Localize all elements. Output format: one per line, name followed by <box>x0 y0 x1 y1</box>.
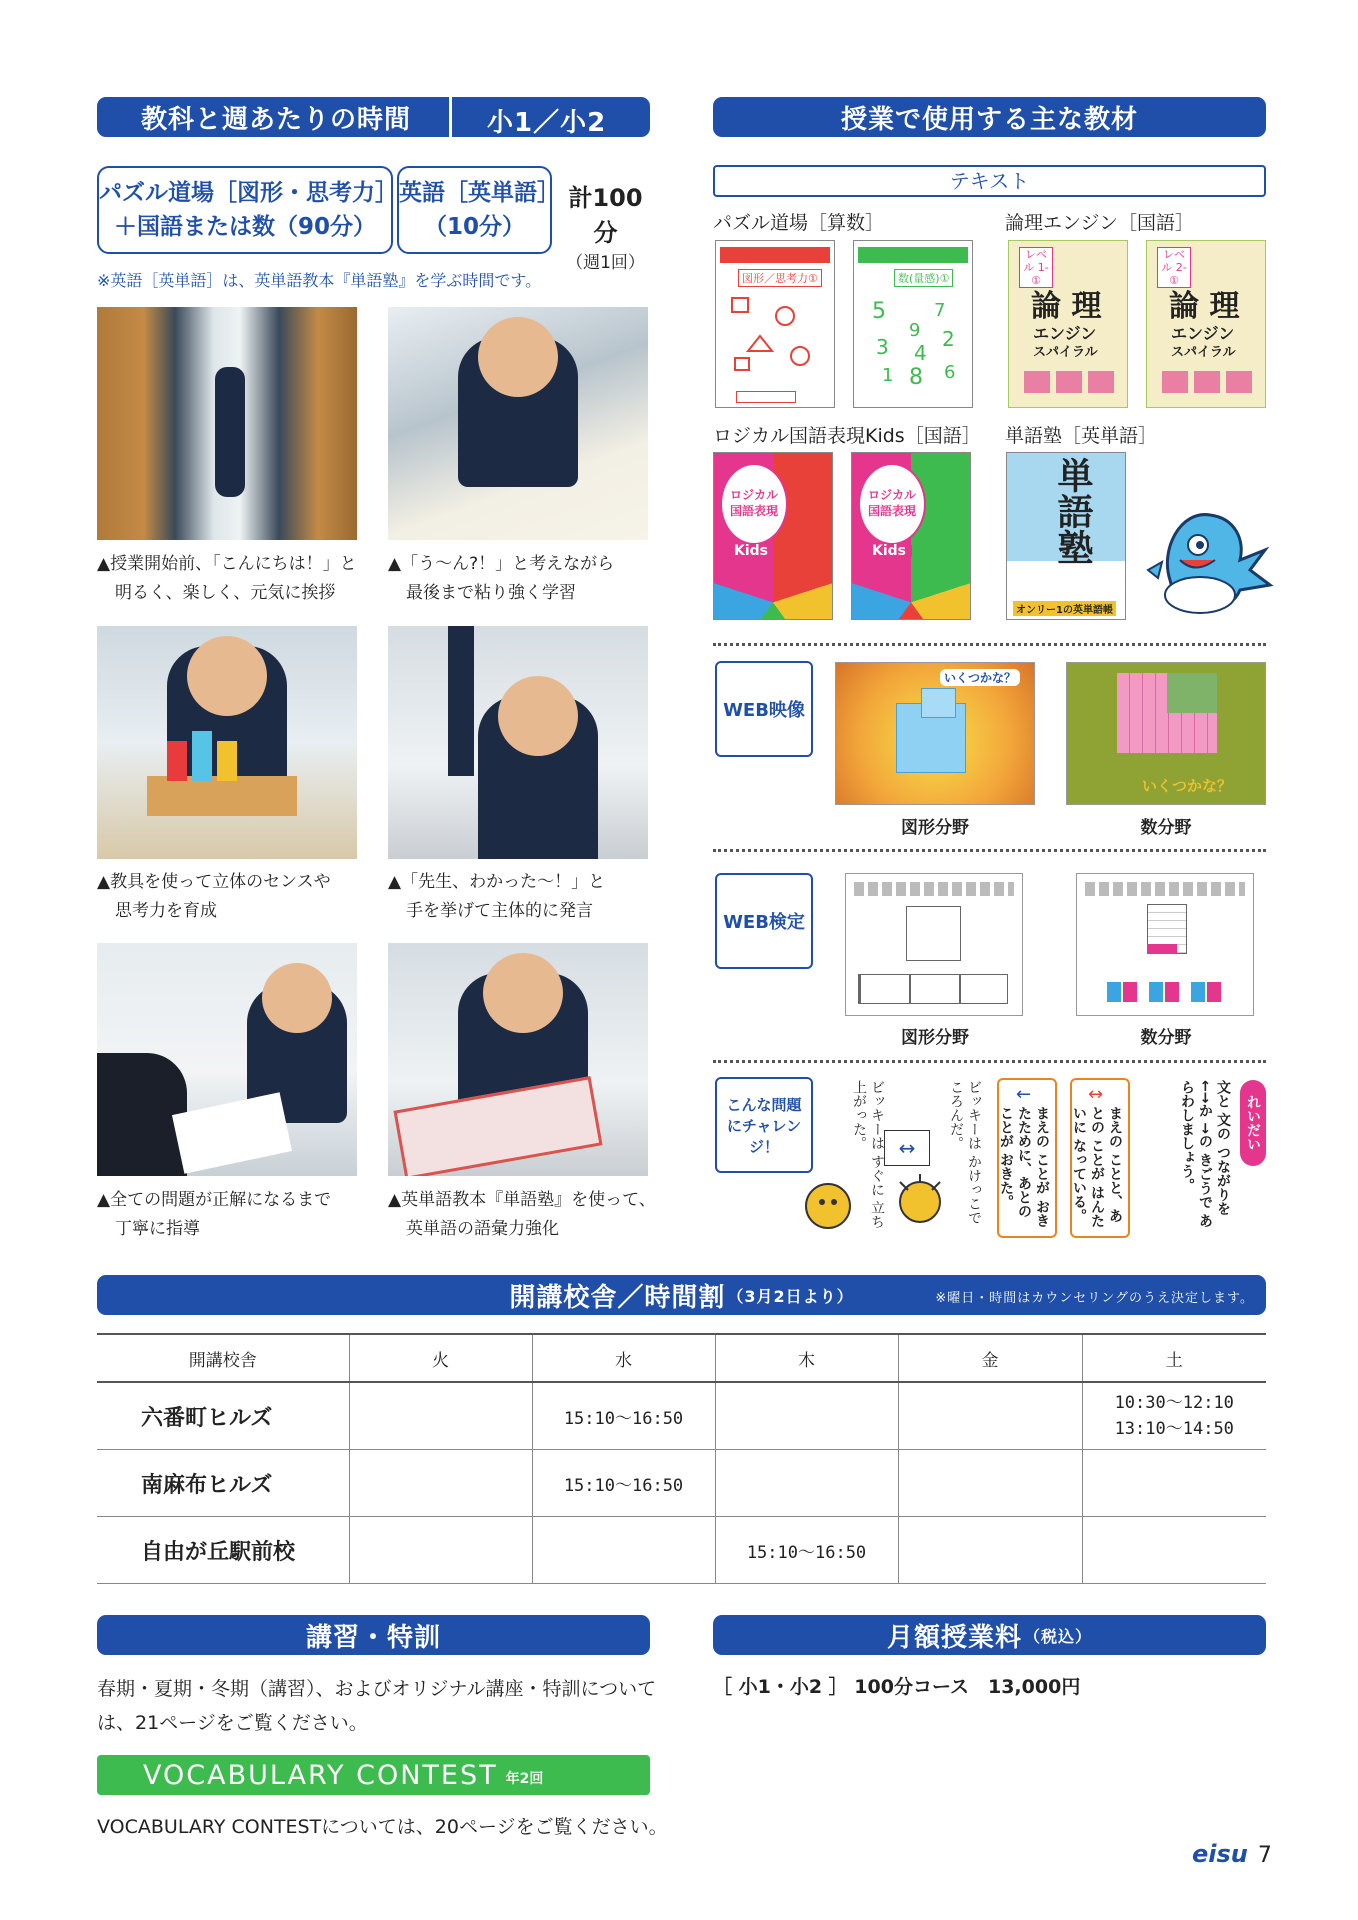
fee-title: 月額授業料 <box>886 1622 1022 1653</box>
subject-time-header <box>97 97 650 137</box>
logical-cover-2-title: ロジカル 国語表現 <box>867 488 916 518</box>
tango-book-cover <box>1006 452 1126 620</box>
schedule-cell <box>349 1450 532 1517</box>
schedule-cell <box>1082 1450 1266 1517</box>
vocab-header <box>97 1755 650 1795</box>
col-wed: 水 <box>532 1335 715 1382</box>
fee-title-small: （税込） <box>1024 1626 1093 1646</box>
photo-caption-4 <box>388 868 658 926</box>
logical-book-title: ロジカル国語表現Kids［国語］ <box>713 425 981 447</box>
schedule-cell <box>349 1382 532 1450</box>
schedule-cell <box>898 1517 1082 1584</box>
challenge-instruction: 文と 文の つながりを ←→か →の きごうで あらわしましょう。 <box>1179 1080 1231 1228</box>
svg-text:3: 3 <box>876 335 889 359</box>
sat-slot-2: 13:10〜14:50 <box>1114 1419 1234 1439</box>
subject-box-english <box>397 166 560 254</box>
schedule-cell <box>349 1517 532 1584</box>
subject-box-english-line2: （10分） <box>423 214 525 240</box>
svg-text:7: 7 <box>934 300 946 321</box>
schedule-cell <box>898 1382 1082 1450</box>
vocab-text: VOCABULARY CONTESTについては、20ページをご覧ください。 <box>97 1816 668 1838</box>
svg-text:8: 8 <box>909 365 923 386</box>
divider-3 <box>713 1060 1266 1063</box>
web-video-shapes-image <box>835 662 1035 805</box>
svg-text:1: 1 <box>882 365 894 386</box>
subject-box-english-line1: 英語［英単語］ <box>399 180 560 206</box>
web-video-caption-1: 図形分野 <box>901 818 969 838</box>
schedule-cell-sat <box>1082 1382 1266 1450</box>
tango-cover-title: 単語塾 <box>1052 457 1093 565</box>
photo-caption-6-line1: ▲英単語教本『単語塾』を使って、 <box>388 1190 656 1210</box>
cause-arrow-icon: ← <box>1016 1084 1032 1105</box>
total-time-main: 計100分 <box>568 184 643 247</box>
logic-book-cover-2 <box>1146 240 1266 408</box>
vocab-sub: 年2回 <box>505 1771 544 1787</box>
logical-cover-1-title: ロジカル 国語表現 <box>729 488 778 518</box>
opposite-arrow-icon: ↔ <box>1088 1084 1104 1105</box>
schedule-note: ※曜日・時間はカウンセリングのうえ決定します。 <box>935 1291 1254 1306</box>
total-time-sub: （週1回） <box>566 253 645 273</box>
campus-name: 自由が丘駅前校 <box>97 1517 349 1584</box>
photo-caption-5-line2: 丁寧に指導 <box>115 1219 200 1239</box>
logic-book-sub2-1: スパイラル <box>1033 345 1098 360</box>
schedule-table <box>97 1333 1266 1584</box>
logical-cover-2-kids: Kids <box>866 543 912 559</box>
schedule-cell: 15:10〜16:50 <box>532 1382 715 1450</box>
logic-level-1: レベル 1-① <box>1019 247 1053 288</box>
photo-blocks <box>97 626 357 859</box>
svg-text:2: 2 <box>942 327 955 351</box>
fee-header <box>713 1615 1266 1655</box>
logical-book-cover-1 <box>713 452 833 620</box>
challenge-label: こんな問題にチャレンジ！ <box>715 1077 813 1173</box>
puzzle-book-cover-2-label: 数(量感)① <box>894 269 953 287</box>
total-time <box>558 178 653 273</box>
web-video-label: WEB映像 <box>715 661 813 757</box>
photo-caption-1 <box>97 550 367 608</box>
logical-book-cover-2 <box>851 452 971 620</box>
logic-book-title: 論理エンジン［国語］ <box>1005 212 1195 234</box>
logic-book-name-2: 論 理 <box>1169 289 1240 324</box>
puzzle-book-title: パズル道場［算数］ <box>713 212 885 234</box>
schedule-header <box>97 1275 1266 1315</box>
svg-text:4: 4 <box>914 341 927 365</box>
col-thu: 木 <box>715 1335 898 1382</box>
challenge-tag: れいだい <box>1240 1080 1266 1166</box>
photo-caption-4-line2: 手を挙げて主体的に発言 <box>406 901 593 921</box>
challenge-option-1: まえの ことと、あとの ことが はんたいに なっている。 <box>1070 1078 1130 1238</box>
fee-text: ［ 小1・小2 ］ 100分コース 13,000円 <box>713 1676 1081 1698</box>
table-row <box>97 1450 1266 1517</box>
tango-cover-footer: オンリー1の英単語帳 <box>1013 601 1116 616</box>
web-video-question: いくつかな？ <box>940 669 1020 686</box>
answer-box: ↔ <box>884 1130 930 1166</box>
photo-caption-4-line1: ▲「先生、わかった〜！」と <box>388 872 606 892</box>
web-test-caption-1: 図形分野 <box>901 1028 969 1048</box>
challenge-option-2: まえの ことが おきたために、あとの ことが おきた。 <box>997 1078 1057 1238</box>
subject-box-puzzle <box>97 166 398 254</box>
koshu-header: 講習・特訓 <box>97 1615 650 1655</box>
divider-2 <box>713 849 1266 852</box>
grade-label: 小1／小2 <box>487 108 607 138</box>
schedule-cell <box>715 1450 898 1517</box>
schedule-cell <box>715 1382 898 1450</box>
web-test-caption-2: 数分野 <box>1140 1028 1192 1048</box>
schedule-cell: 15:10〜16:50 <box>715 1517 898 1584</box>
web-test-numbers-image <box>1076 873 1254 1016</box>
col-sat: 土 <box>1082 1335 1266 1382</box>
subject-box-puzzle-line2: ＋国語または数（90分） <box>113 214 376 240</box>
vocab-title: VOCABULARY CONTEST <box>143 1759 498 1791</box>
photo-caption-2-line2: 最後まで粘り強く学習 <box>406 583 576 603</box>
page-number: 7 <box>1257 1843 1272 1868</box>
koshu-text-line2: は、21ページをご覧ください。 <box>97 1712 368 1734</box>
photo-caption-5 <box>97 1186 367 1244</box>
photo-caption-2-line1: ▲「う〜ん?！」と考えながら <box>388 554 615 574</box>
challenge-question-1: ビッキーは かけっこで ころんだ。 <box>948 1080 982 1225</box>
photo-caption-1-line2: 明るく、楽しく、元気に挨拶 <box>115 583 336 603</box>
photo-caption-1-line1: ▲授業開始前、「こんにちは！」と <box>97 554 357 574</box>
photo-caption-5-line1: ▲全ての問題が正解になるまで <box>97 1190 332 1210</box>
schedule-cell <box>532 1517 715 1584</box>
photo-vocab-book <box>388 943 648 1176</box>
english-note: ※英語［英単語］は、英単語教本『単語塾』を学ぶ時間です。 <box>97 271 542 290</box>
logic-book-cover-1 <box>1008 240 1128 408</box>
svg-text:5: 5 <box>872 299 886 324</box>
photo-entrance <box>97 307 357 540</box>
subject-box-puzzle-line1: パズル道場［図形・思考力］ <box>99 180 398 206</box>
schedule-header-row <box>97 1335 1266 1382</box>
table-row <box>97 1382 1266 1450</box>
logic-book-name-1: 論 理 <box>1031 289 1102 324</box>
schedule-cell <box>1082 1517 1266 1584</box>
photo-caption-3-line1: ▲教具を使って立体のセンスや <box>97 872 331 892</box>
numbers-illustration <box>864 296 964 386</box>
svg-text:6: 6 <box>944 362 956 383</box>
shapes-illustration <box>730 296 820 376</box>
puzzle-book-cover-1 <box>715 240 835 408</box>
header-divider <box>449 97 452 137</box>
squirrel-fallen-icon <box>890 1170 950 1230</box>
photo-studying <box>388 307 648 540</box>
logical-cover-1-kids: Kids <box>728 543 774 559</box>
footer <box>1192 1840 1272 1868</box>
tango-book-title: 単語塾［英単語］ <box>1005 425 1158 447</box>
web-test-shapes-image <box>845 873 1023 1016</box>
logic-book-sub-1: エンジン <box>1033 324 1097 343</box>
subject-time-title: 教科と週あたりの時間 <box>141 104 412 135</box>
squirrel-mascot-icon <box>800 1178 860 1234</box>
schedule-title: 開講校舎／時間割 <box>509 1282 726 1313</box>
text-subheader: テキスト <box>713 165 1266 197</box>
web-video-caption-2: 数分野 <box>1140 818 1192 838</box>
eisu-logo: eisu <box>1192 1840 1248 1868</box>
col-fri: 金 <box>898 1335 1082 1382</box>
schedule-title-small: （3月2日より） <box>727 1286 854 1306</box>
koshu-text-line1: 春期・夏期・冬期（講習）、およびオリジナル講座・特訓について <box>97 1678 657 1700</box>
web-test-label: WEB検定 <box>715 873 813 969</box>
campus-name: 六番町ヒルズ <box>97 1382 349 1450</box>
materials-header: 授業で使用する主な教材 <box>713 97 1266 137</box>
web-video-question-2: いくつかな？ <box>1142 777 1233 795</box>
photo-teaching <box>97 943 357 1176</box>
logic-book-sub2-2: スパイラル <box>1171 345 1236 360</box>
challenge-question-2: ビッキーは すぐに 立ち上がった。 <box>851 1080 885 1229</box>
svg-text:9: 9 <box>909 320 921 341</box>
schedule-cell <box>898 1450 1082 1517</box>
photo-hand-raised <box>388 626 648 859</box>
photo-caption-6-line2: 英単語の語彙力強化 <box>406 1219 559 1239</box>
puzzle-book-cover-2 <box>853 240 973 408</box>
photo-caption-2 <box>388 550 658 608</box>
logic-level-2: レベル 2-① <box>1157 247 1191 288</box>
photo-caption-6 <box>388 1186 658 1244</box>
photo-caption-3 <box>97 868 367 926</box>
col-campus: 開講校舎 <box>97 1335 349 1382</box>
koshu-text <box>97 1672 656 1740</box>
web-video-numbers-image <box>1066 662 1266 805</box>
dinosaur-mascot-icon <box>1140 490 1280 625</box>
photo-caption-3-line2: 思考力を育成 <box>115 901 217 921</box>
campus-name: 南麻布ヒルズ <box>97 1450 349 1517</box>
col-tue: 火 <box>349 1335 532 1382</box>
table-row <box>97 1517 1266 1584</box>
schedule-cell: 15:10〜16:50 <box>532 1450 715 1517</box>
divider-1 <box>713 643 1266 646</box>
sat-slot-1: 10:30〜12:10 <box>1114 1393 1234 1413</box>
puzzle-book-cover-1-label: 図形／思考力① <box>738 269 822 287</box>
logic-book-sub-2: エンジン <box>1171 324 1235 343</box>
